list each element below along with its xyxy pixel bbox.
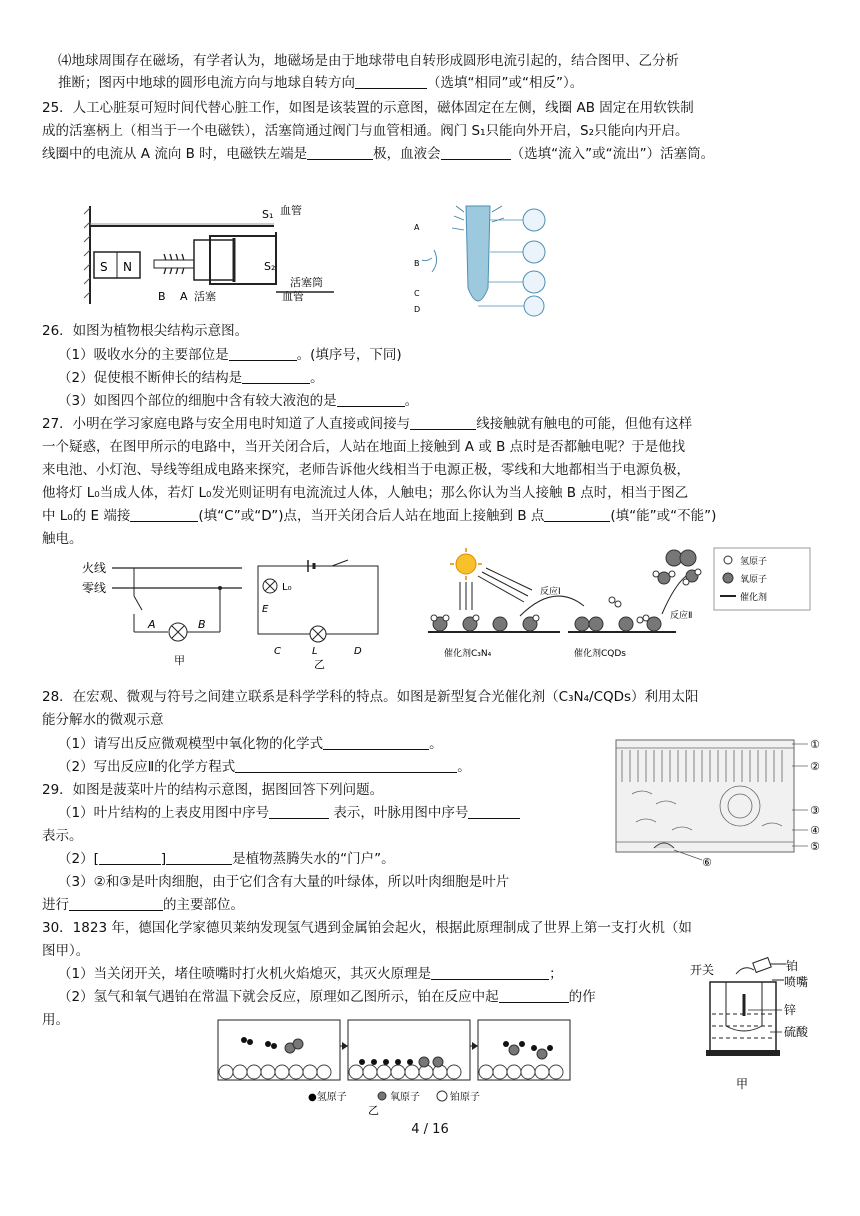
- answer-blank[interactable]: [235, 758, 457, 773]
- answer-blank[interactable]: [544, 507, 610, 522]
- lamp-l-label: L: [312, 646, 318, 657]
- acid-label: 硫酸: [784, 1025, 809, 1039]
- q30-line1: 30．1823 年，德国化学家德贝莱纳发现氢气遇到金属铂会起火，根据此原理制成了世界上第一支打火机（如: [42, 920, 692, 936]
- point-b-label: B: [198, 618, 206, 631]
- answer-blank[interactable]: [130, 507, 198, 522]
- root-label-d: D: [414, 305, 421, 314]
- q27-line3: 来电池、小灯泡、导线等组成电路来探究，老师告诉他火线相当于电源正极，零线和大地都相当于电源负极，: [42, 462, 690, 478]
- lighter-figure: [690, 954, 820, 1096]
- lamp-l0-label: L₀: [282, 582, 292, 593]
- live-wire-label: 火线: [82, 561, 107, 575]
- q24-line2: 推断；图丙中地球的圆形电流方向与地球自转方向 （选填“相同”或“相反”）。: [58, 75, 584, 91]
- answer-blank[interactable]: [355, 74, 427, 89]
- q29-sub3: （3）②和③是叶肉细胞，由于它们含有大量的叶绿体，所以叶肉细胞是叶片: [58, 874, 510, 890]
- q28-line1: 28．在宏观、微观与符号之间建立联系是科学学科的特点。如图是新型复合光催化剂（C₃N₄/CQDs）利用太阳: [42, 689, 699, 705]
- q25-line1: 25．人工心脏泵可短时间代替心脏工作，如图是该装置的示意图，磁体固定在左侧，线圈 AB 固定在用软铁制: [42, 100, 694, 116]
- point-a-label: A: [148, 618, 156, 631]
- photocatalysis-figure: [424, 546, 814, 670]
- legend-oxygen: 氧原子: [740, 575, 768, 585]
- vessel-top-label: 血管: [280, 204, 302, 217]
- q26-stem: 26．如图为植物根尖结构示意图。: [42, 323, 249, 339]
- leaf-label-6: ⑥: [702, 856, 712, 869]
- answer-blank[interactable]: [242, 369, 310, 384]
- answer-blank[interactable]: [410, 415, 476, 430]
- leaf-structure-figure: [612, 734, 828, 870]
- figure-yi-caption: 乙: [368, 1104, 379, 1117]
- q28-sub2: （2）写出反应Ⅱ的化学方程式 。: [58, 759, 471, 775]
- reaction-2-label: 反应Ⅱ: [670, 611, 693, 621]
- root-label-b: B: [414, 259, 420, 268]
- q29-sub3-tail: 进行 的主要部位。: [42, 897, 244, 913]
- coil-a-label: A: [180, 290, 188, 303]
- q27-line1: 27．小明在学习家庭电路与安全用电时知道了人直接或间接与 线接触就有触电的可能，但他有这样: [42, 416, 693, 432]
- leaf-label-4: ④: [810, 824, 820, 837]
- legend-hydrogen: ●氢原子: [308, 1092, 347, 1103]
- answer-blank[interactable]: [499, 988, 569, 1003]
- q25-line2: 成的活塞柄上（相当于一个电磁铁），活塞筒通过阀门与血管相通。阀门 S₁只能向外开启，S₂只能向内开启。: [42, 123, 689, 139]
- answer-blank[interactable]: [269, 804, 329, 819]
- catalyst-1-label: 催化剂C₃N₄: [444, 649, 492, 659]
- q26-sub2: （2）促使根不断伸长的结构是 。: [58, 370, 324, 386]
- answer-blank[interactable]: [69, 896, 163, 911]
- zinc-label: 锌: [784, 1003, 797, 1017]
- answer-blank[interactable]: [431, 965, 549, 980]
- leaf-label-2: ②: [810, 760, 820, 773]
- reaction-1-label: 反应Ⅰ: [540, 587, 561, 597]
- point-d-label: D: [354, 646, 362, 657]
- point-c-label: C: [274, 646, 281, 657]
- cylinder-label: 活塞筒: [290, 276, 323, 289]
- root-label-a: A: [414, 223, 420, 232]
- answer-blank[interactable]: [441, 145, 511, 160]
- q25-line3: 线圈中的电流从 A 流向 B 时，电磁铁左端是 极，血液会 （选填“流入”或“流出”）活塞筒。: [42, 146, 715, 162]
- page-number: 4 / 16: [411, 1122, 449, 1137]
- catalyst-2-label: 催化剂CQDs: [574, 649, 626, 659]
- q30-sub2-tail: 用。: [42, 1012, 69, 1028]
- coil-b-label: B: [158, 290, 166, 303]
- q29-sub1: （1）叶片结构的上表皮用图中序号 表示，叶脉用图中序号: [58, 802, 520, 824]
- answer-blank[interactable]: [229, 346, 297, 361]
- s1-label: S₁: [262, 208, 274, 221]
- figure-jia-caption: 甲: [174, 654, 185, 667]
- figure-yi-caption: 乙: [314, 658, 325, 671]
- nozzle-label: 喷嘴: [784, 975, 809, 989]
- answer-blank[interactable]: [468, 804, 520, 819]
- piston-label: 活塞: [194, 290, 216, 303]
- s2-label: S₂: [264, 260, 276, 273]
- point-e-label: E: [262, 604, 269, 615]
- switch-label: 开关: [690, 963, 715, 977]
- answer-blank[interactable]: [337, 392, 405, 407]
- q28-sub1: （1）请写出反应微观模型中氧化物的化学式 。: [58, 736, 443, 752]
- answer-blank[interactable]: [307, 145, 373, 160]
- answer-blank[interactable]: [323, 735, 429, 750]
- q27-line5: 中 L₀的 E 端接 (填“C”或“D”)点，当开关闭合后人站在地面上接触到 B 点 (填“能”或“不能”): [42, 508, 717, 524]
- figure-jia-caption: 甲: [736, 1077, 749, 1091]
- neutral-wire-label: 零线: [82, 581, 107, 595]
- answer-blank[interactable]: [166, 850, 232, 865]
- root-label-c: C: [414, 289, 420, 298]
- q29-stem: 29．如图是菠菜叶片的结构示意图，据图回答下列问题。: [42, 782, 384, 798]
- q26-sub3: （3）如图四个部位的细胞中含有较大液泡的是 。: [58, 393, 419, 409]
- magnet-s-label: S: [100, 260, 108, 274]
- q27-line2: 一个疑惑，在图甲所示的电路中，当开关闭合后，人站在地面上接触到 A 或 B 点时是否都触电呢？于是他找: [42, 439, 686, 455]
- q26-sub1: （1）吸收水分的主要部位是 。(填序号，下同): [58, 347, 402, 363]
- leaf-label-1: ①: [810, 738, 820, 751]
- leaf-label-3: ③: [810, 804, 820, 817]
- root-tip-figure: [416, 202, 556, 318]
- vessel-bottom-label: 血管: [282, 290, 304, 303]
- legend-oxygen: 氧原子: [390, 1092, 420, 1103]
- q29-sub1-tail: 表示。: [42, 828, 83, 844]
- model-circuit-figure: [250, 558, 390, 670]
- q24-line1: ⑷地球周围存在磁场，有学者认为，地磁场是由于地球带电自转形成圆形电流引起的，结合图甲、乙分析: [58, 53, 679, 69]
- q27-line4: 他将灯 L₀当成人体，若灯 L₀发光则证明有电流流过人体，人触电；那么你认为当人接触 B 点时，相当于图乙: [42, 485, 689, 501]
- leaf-label-5: ⑤: [810, 840, 820, 853]
- answer-blank[interactable]: [99, 850, 161, 865]
- q30-line2: 图甲）。: [42, 943, 90, 959]
- platinum-label: 铂: [786, 959, 799, 973]
- platinum-reaction-figure: [216, 1018, 572, 1116]
- household-circuit-figure: [82, 558, 242, 670]
- q30-sub1: （1）当关闭开关，堵住喷嘴时打火机火焰熄灭，其灭火原理是 ；: [58, 966, 563, 982]
- q27-line6: 触电。: [42, 531, 83, 547]
- q29-sub2: （2）[ ] 是植物蒸腾失水的“门户”。: [58, 851, 395, 867]
- q28-line2: 能分解水的微观示意: [42, 712, 164, 728]
- legend-catalyst: 催化剂: [740, 593, 768, 603]
- q30-sub2: （2）氢气和氧气遇铂在常温下就会反应，原理如乙图所示，铂在反应中起 的作: [58, 989, 596, 1005]
- legend-hydrogen: 氢原子: [740, 557, 768, 567]
- legend-platinum: 铂原子: [450, 1092, 480, 1103]
- magnet-n-label: N: [123, 260, 132, 274]
- heart-pump-figure: [84, 196, 354, 308]
